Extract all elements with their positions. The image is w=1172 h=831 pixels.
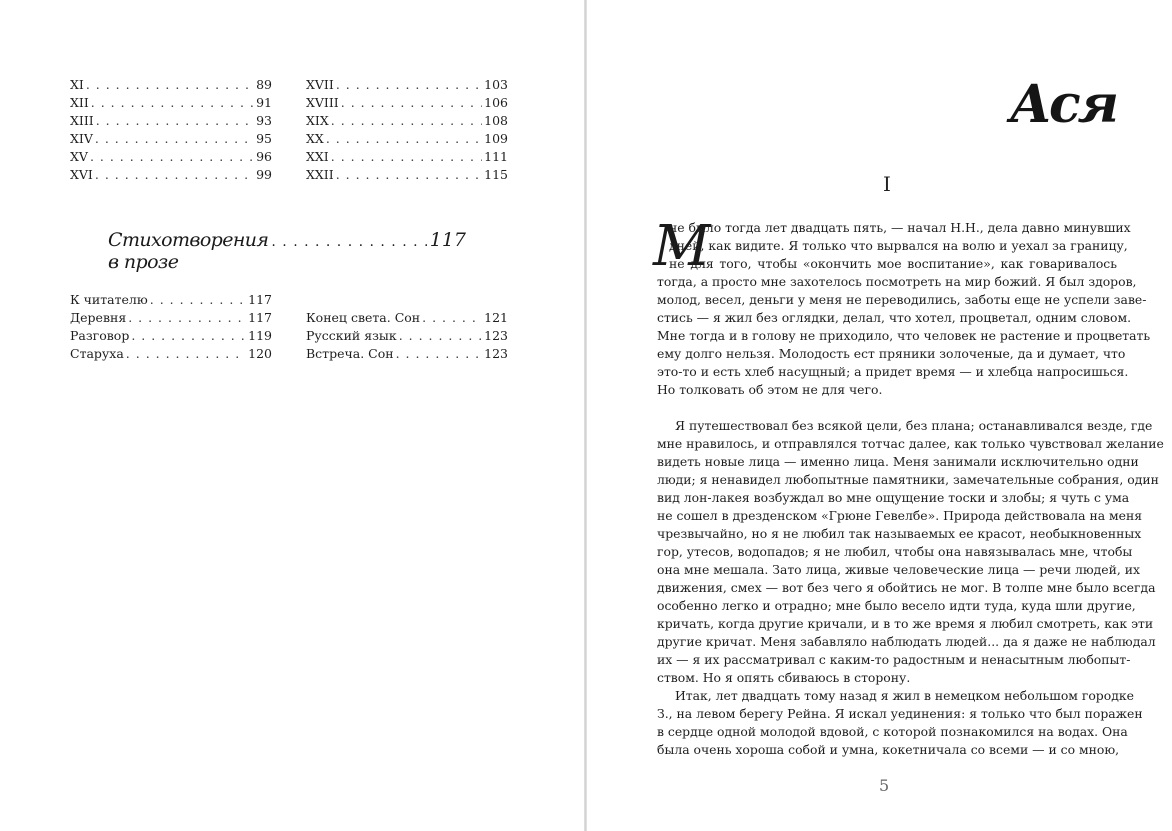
toc-entry-page: 108 xyxy=(484,113,508,128)
toc-entry-page: 93 xyxy=(256,113,272,128)
toc-entry-label: XIII xyxy=(70,113,94,128)
toc-entry xyxy=(306,112,508,130)
prose-toc-column-1 xyxy=(70,291,272,363)
text-line: гор, утесов, водопадов; я не любил, чтобы она навязывалась мне, чтобы xyxy=(657,544,1133,559)
toc-leader-dots xyxy=(86,76,254,94)
left-page xyxy=(0,0,584,831)
text-line: мне нравилось, и отправлялся тотчас далее, как только чувствовал желание xyxy=(657,436,1164,451)
section-leader-dots xyxy=(271,234,426,250)
text-line: Я путешествовал без всякой цели, без плана; останавливался везде, где xyxy=(675,418,1153,433)
prose-toc-column-2 xyxy=(306,309,508,363)
text-line: люди; я ненавидел любопытные памятники, замечательные собрания, один xyxy=(657,472,1159,487)
text-line: Но толковать об этом не для чего. xyxy=(657,382,883,397)
text-line: не сошел в дрезденском «Грюне Гевелбе». Природа действовала на меня xyxy=(657,508,1143,523)
paragraph-1 xyxy=(657,219,1151,399)
toc-entry xyxy=(306,94,508,112)
toc-column-1 xyxy=(70,76,272,184)
toc-leader-dots xyxy=(341,94,482,112)
text-line: особенно легко и отрадно; мне было весело идти туда, куда шли другие, xyxy=(657,598,1136,613)
text-line: молод, весел, деньги у меня не переводились, заботы еще не успели заве- xyxy=(657,292,1147,307)
toc-leader-dots xyxy=(90,148,254,166)
toc-entry-page: 117 xyxy=(248,292,272,307)
toc-leader-dots xyxy=(96,112,254,130)
toc-entry xyxy=(306,148,508,166)
text-line: стись — я жил без оглядки, делал, что хотел, процветал, одним словом. xyxy=(657,310,1132,325)
toc-leader-dots xyxy=(326,130,482,148)
section-title: Стихотворения в прозе xyxy=(108,229,269,273)
text-line: другие кричат. Меня забавляло наблюдать людей... да я даже не наблюдал xyxy=(657,634,1156,649)
toc-entry xyxy=(306,166,508,184)
section-page: 117 xyxy=(429,229,466,251)
toc-entry-page: 120 xyxy=(248,346,272,361)
toc-entry-page: 96 xyxy=(256,149,272,164)
text-line: вид лон-лакея возбуждал во мне ощущение тоски и злобы; я чуть с ума xyxy=(657,490,1130,505)
text-line: не для того, чтобы «окончить мое воспитание», как говаривалось xyxy=(669,256,1117,271)
toc-entry-page: 103 xyxy=(484,77,508,92)
toc-leader-dots xyxy=(126,345,246,363)
toc-entry-label: К читателю xyxy=(70,292,148,307)
toc-entry-label: XI xyxy=(70,77,84,92)
toc-leader-dots xyxy=(331,112,482,130)
text-line: ему долго нельзя. Молодость ест пряники золоченые, да и думает, что xyxy=(657,346,1126,361)
text-line: ством. Но я опять сбиваюсь в сторону. xyxy=(657,670,911,685)
toc-entry-label: Деревня xyxy=(70,310,127,325)
toc-leader-dots xyxy=(128,309,246,327)
toc-leader-dots xyxy=(422,309,482,327)
toc-entry-page: 89 xyxy=(256,77,272,92)
toc-entry xyxy=(70,309,272,327)
toc-entry-page: 99 xyxy=(256,167,272,182)
toc-entry-label: Русский язык xyxy=(306,328,397,343)
toc-entry-label: XXI xyxy=(306,149,329,164)
toc-entry-page: 117 xyxy=(248,310,272,325)
toc-entry-label: XX xyxy=(306,131,324,146)
paragraph-2 xyxy=(657,417,1164,687)
section-heading xyxy=(108,229,466,273)
toc-entry xyxy=(70,94,272,112)
story-title: Ася xyxy=(1009,74,1116,135)
toc-leader-dots xyxy=(150,291,246,309)
toc-entry-label: Встреча. Сон xyxy=(306,346,394,361)
toc-entry-page: 123 xyxy=(484,346,508,361)
toc-entry-label: XII xyxy=(70,95,89,110)
toc-entry-page: 106 xyxy=(484,95,508,110)
toc-entry xyxy=(70,112,272,130)
toc-entry-page: 121 xyxy=(484,310,508,325)
text-line: Итак, лет двадцать тому назад я жил в немецком небольшом городке xyxy=(675,688,1134,703)
toc-entry xyxy=(70,166,272,184)
text-line: тогда, а просто мне захотелось посмотреть на мир божий. Я был здоров, xyxy=(657,274,1137,289)
right-page xyxy=(587,0,1172,831)
text-line: видеть новые лица — именно лица. Меня занимали исключительно одни xyxy=(657,454,1139,469)
toc-leader-dots xyxy=(95,166,254,184)
toc-entry-page: 119 xyxy=(248,328,272,343)
toc-entry-page: 111 xyxy=(484,149,508,164)
toc-entry-label: XVI xyxy=(70,167,93,182)
text-line: чрезвычайно, но я не любил так называемых ее красот, необыкновенных xyxy=(657,526,1142,541)
text-line: З., на левом берегу Рейна. Я искал уединения: я только что был поражен xyxy=(657,706,1143,721)
text-line: дней, как видите. Я только что вырвался на волю и уехал за границу, xyxy=(669,238,1128,253)
toc-entry-page: 91 xyxy=(256,95,272,110)
toc-leader-dots xyxy=(336,76,482,94)
page-number: 5 xyxy=(879,776,890,795)
toc-leader-dots xyxy=(331,148,482,166)
toc-entry-label: Старуха xyxy=(70,346,124,361)
toc-entry xyxy=(306,345,508,363)
text-line: она мне мешала. Зато лица, живые человеческие лица — речи людей, их xyxy=(657,562,1141,577)
toc-entry-label: XIV xyxy=(70,131,93,146)
toc-leader-dots xyxy=(131,327,246,345)
toc-entry xyxy=(70,345,272,363)
toc-entry-label: XV xyxy=(70,149,88,164)
chapter-number: I xyxy=(883,172,891,196)
toc-entry-label: Конец света. Сон xyxy=(306,310,421,325)
text-line: движения, смех — вот без чего я обойтись не мог. В толпе мне было всегда xyxy=(657,580,1156,595)
text-line: не было тогда лет двадцать пять, — начал Н.Н., дела давно минувших xyxy=(669,220,1131,235)
toc-leader-dots xyxy=(399,327,482,345)
toc-entry-label: XIX xyxy=(306,113,329,128)
toc-entry xyxy=(70,291,272,309)
toc-entry xyxy=(70,76,272,94)
toc-entry xyxy=(306,130,508,148)
text-line: кричать, когда другие кричали, и в то же время я любил смотреть, как эти xyxy=(657,616,1154,631)
toc-leader-dots xyxy=(91,94,254,112)
toc-entry-page: 115 xyxy=(484,167,508,182)
toc-entry-label: XVIII xyxy=(306,95,339,110)
toc-entry-label: XXII xyxy=(306,167,334,182)
toc-leader-dots xyxy=(95,130,254,148)
toc-entry xyxy=(306,327,508,345)
toc-entry-label: Разговор xyxy=(70,328,130,343)
toc-leader-dots xyxy=(396,345,483,363)
text-line: Мне тогда и в голову не приходило, что человек не растение и процветать xyxy=(657,328,1151,343)
toc-column-2 xyxy=(306,76,508,184)
text-line: в сердце одной молодой вдовой, с которой познакомился на водах. Она xyxy=(657,724,1128,739)
toc-entry xyxy=(70,327,272,345)
toc-entry-page: 109 xyxy=(484,131,508,146)
toc-leader-dots xyxy=(336,166,482,184)
drop-cap: М xyxy=(653,214,711,279)
toc-entry xyxy=(306,309,508,327)
toc-entry xyxy=(70,130,272,148)
paragraph-3 xyxy=(657,687,1143,759)
toc-entry-page: 123 xyxy=(484,328,508,343)
toc-entry xyxy=(306,76,508,94)
toc-entry xyxy=(70,148,272,166)
toc-entry-page: 95 xyxy=(256,131,272,146)
toc-entry-label: XVII xyxy=(306,77,334,92)
text-line: была очень хороша собой и умна, кокетничала со всеми — и со мною, xyxy=(657,742,1120,757)
text-line: их — я их рассматривал с каким-то радостным и ненасытным любопыт- xyxy=(657,652,1131,667)
text-line: это-то и есть хлеб насущный; а придет время — и хлебца напросишься. xyxy=(657,364,1129,379)
